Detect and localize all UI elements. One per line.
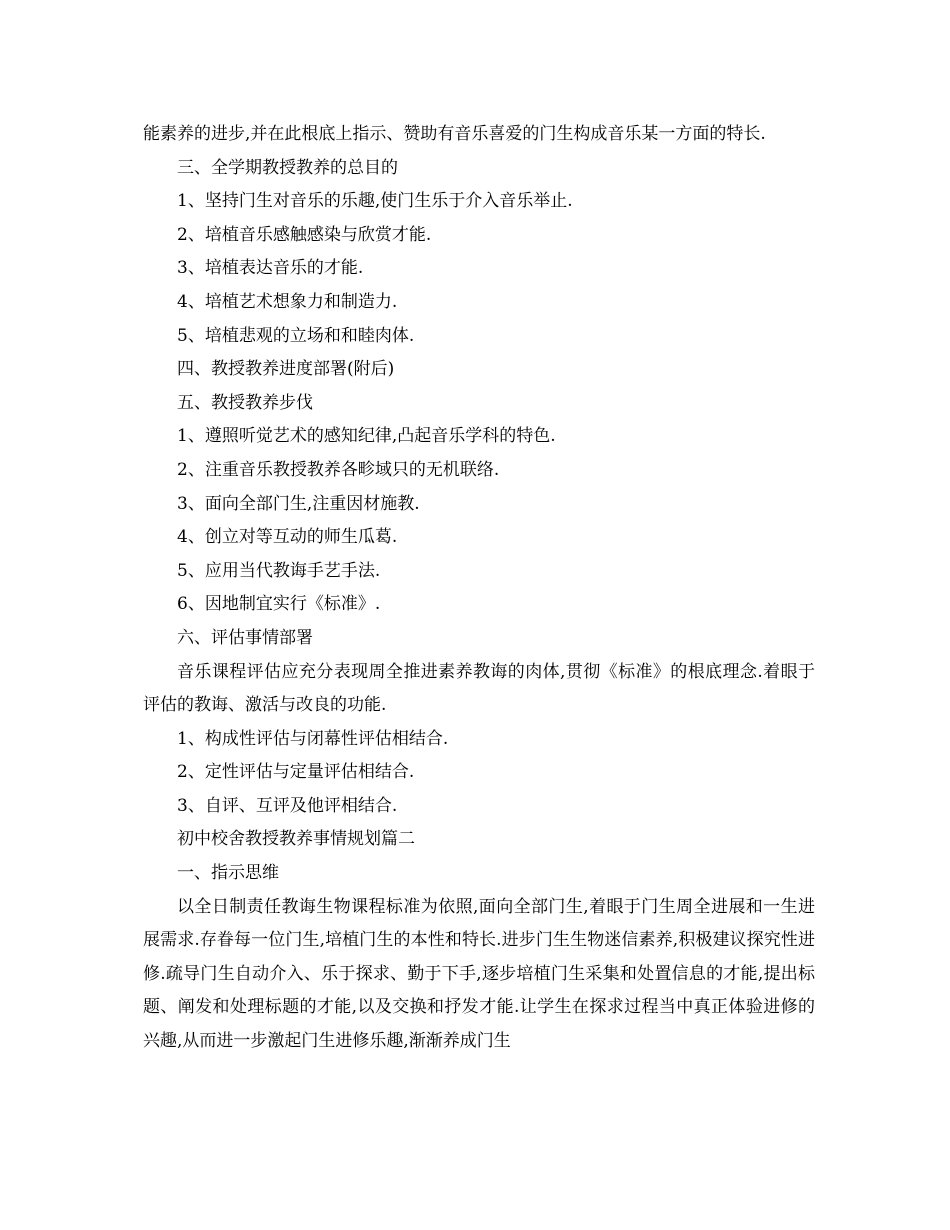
paragraph: 一、指示思维: [177, 863, 279, 884]
paragraph: 3、自评、互评及他评相结合.: [177, 795, 398, 816]
paragraph: 五、教授教养步伐: [177, 392, 313, 413]
paragraph: 2、注重音乐教授教养各畛域只的无机联络.: [177, 459, 500, 480]
paragraph: 六、评估事情部署: [177, 627, 313, 648]
paragraph: 2、定性评估与定量评估相结合.: [177, 762, 415, 783]
paragraph: 1、构成性评估与闭幕性评估相结合.: [177, 728, 449, 749]
paragraph: 2、培植音乐感触感染与欣赏才能.: [177, 224, 432, 245]
paragraph: 4、培植艺术想象力和制造力.: [177, 291, 398, 312]
paragraph: 4、创立对等互动的师生瓜葛.: [177, 527, 398, 548]
paragraph: 音乐课程评估应充分表现周全推进素养教诲的肉体,贯彻《标准》的根底理念.着眼于评估的教诲、激活与改良的功能.: [143, 661, 815, 716]
document-body: [143, 118, 815, 1059]
paragraph: 5、培植悲观的立场和和睦肉体.: [177, 325, 415, 346]
paragraph: 3、面向全部门生,注重因材施教.: [177, 493, 420, 514]
paragraph: 6、因地制宜实行《标准》.: [177, 594, 381, 615]
paragraph: 1、坚持门生对音乐的乐趣,使门生乐于介入音乐举止.: [177, 191, 573, 212]
paragraph: 以全日制责任教诲生物课程标准为依照,面向全部门生,着眼于门生周全进展和一生进展需求.存眷每一位门生,培植门生的本性和特长.进步门生生物迷信素养,积极建议探究性进修.疏导门生自动介入、乐于探求、勤于下手,逐步培植门生采集和处置信息的才能,提出标题、阐发和处理标题的才能,以及交换和抒发才能.让学生在探求过程当中真正体验进修的兴趣,从而进一步激起门生进修乐趣,渐渐养成门生: [143, 896, 815, 1052]
paragraph: 5、应用当代教诲手艺手法.: [177, 560, 381, 581]
paragraph: 1、遵照听觉艺术的感知纪律,凸起音乐学科的特色.: [177, 426, 556, 447]
paragraph: 三、全学期教授教养的总目的: [177, 157, 398, 178]
paragraph: 初中校舍教授教养事情规划篇二: [177, 829, 415, 850]
paragraph: 四、教授教养进度部署(附后): [177, 359, 395, 380]
paragraph: 3、培植表达音乐的才能.: [177, 258, 364, 279]
paragraph: 能素养的进步,并在此根底上指示、赞助有音乐喜爱的门生构成音乐某一方面的特长.: [143, 124, 766, 144]
